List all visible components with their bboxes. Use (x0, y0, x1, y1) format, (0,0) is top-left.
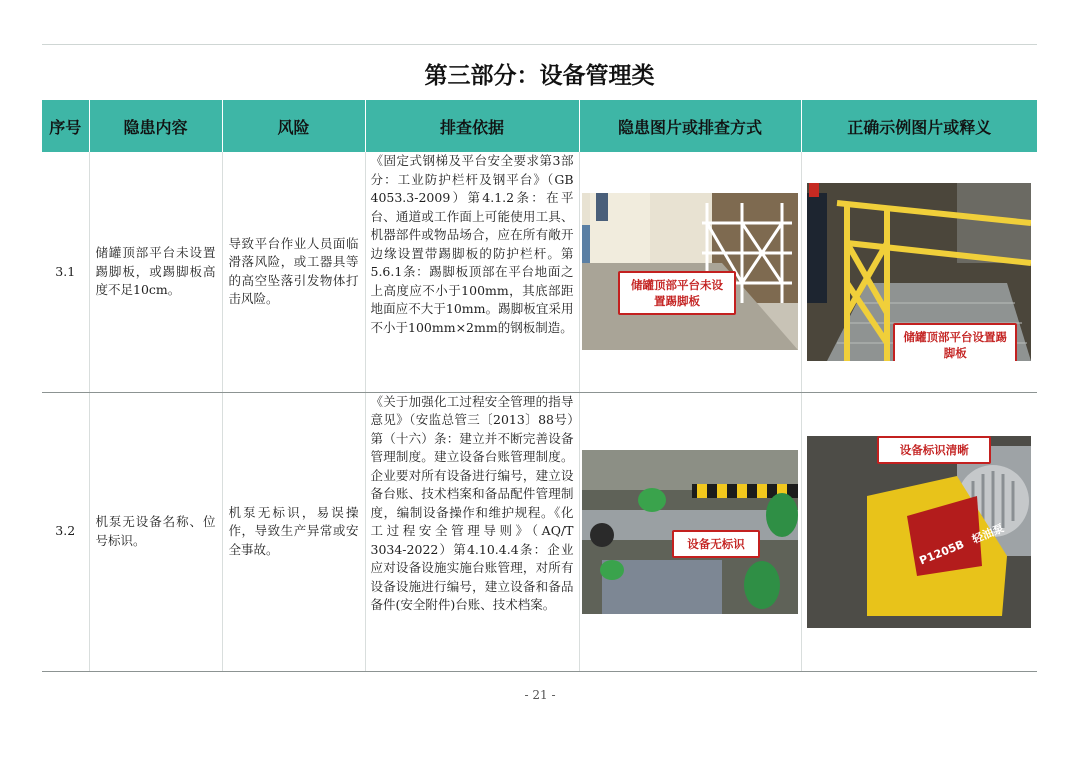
col-header-basis: 排查依据 (365, 100, 579, 152)
pump-tag-code: P1205B (917, 537, 967, 567)
page-number: - 21 - (524, 688, 556, 702)
col-header-no: 序号 (42, 100, 89, 152)
hazard-photo-platform (582, 193, 798, 350)
basis-content: 《固定式钢梯及平台安全要求第3部分：工业防护栏杆及钢平台》（GB 4053.3-2009）第4.1.2条：在平台、通道或工作面上可能使用工具、机器部件或物品场合，应在所有敞开边缘设置带踢脚板的防护栏杆。第5.6.1条：踢脚板顶部在平台地面之上高度应不小于100mm，其底部距地面应不大于10mm。踢脚板宜采用不小于100mm×2mm的钢板制造。 (365, 152, 579, 392)
table-row (42, 152, 1037, 392)
row-number: 3.1 (42, 152, 89, 392)
col-header-hazard-image: 隐患图片或排查方式 (579, 100, 801, 152)
hazard-table (42, 100, 1037, 672)
risk-content: 导致平台作业人员面临滑落风险，或工器具等的高空坠落引发物体打击风险。 (222, 152, 365, 392)
col-header-correct-example: 正确示例图片或释义 (801, 100, 1037, 152)
hazard-photo-pump (582, 450, 798, 614)
table-header-row (42, 100, 1037, 152)
correct-callout: 储罐顶部平台设置踢脚板 (893, 323, 1017, 361)
hazard-content: 储罐顶部平台未设置踢脚板，或踢脚板高度不足10cm。 (89, 152, 222, 392)
hazard-callout: 设备无标识 (672, 530, 760, 558)
correct-callout: 设备标识清晰 (877, 436, 991, 464)
col-header-risk: 风险 (222, 100, 365, 152)
pump-tag-name: 轻油泵 (970, 521, 1007, 546)
table-row (42, 392, 1037, 671)
correct-photo-pump (807, 436, 1031, 628)
hazard-callout: 储罐顶部平台未设置踢脚板 (618, 271, 736, 315)
page-title: 第三部分：设备管理类 (42, 44, 1037, 101)
row-number: 3.2 (42, 392, 89, 671)
col-header-hazard: 隐患内容 (89, 100, 222, 152)
correct-photo-platform (807, 183, 1031, 361)
basis-content: 《关于加强化工过程安全管理的指导意见》（安监总管三〔2013〕88号）第（十六）条：建立并不断完善设备管理制度。建立设备台账管理制度。企业要对所有设备进行编号，建立设备台账、技术档案和备品配件管理制度，编制设备操作和维护规程。《化工过程安全管理导则》（AQ/T 3034-2022）第4.10.4.4条：企业应对设备设施实施台账管理，对所有设备设施进行编号，建立设备和备品备件(安全附件)台账、技术档案。 (365, 392, 579, 671)
risk-content: 机泵无标识，易误操作，导致生产异常或安全事故。 (222, 392, 365, 671)
hazard-content: 机泵无设备名称、位号标识。 (89, 392, 222, 671)
